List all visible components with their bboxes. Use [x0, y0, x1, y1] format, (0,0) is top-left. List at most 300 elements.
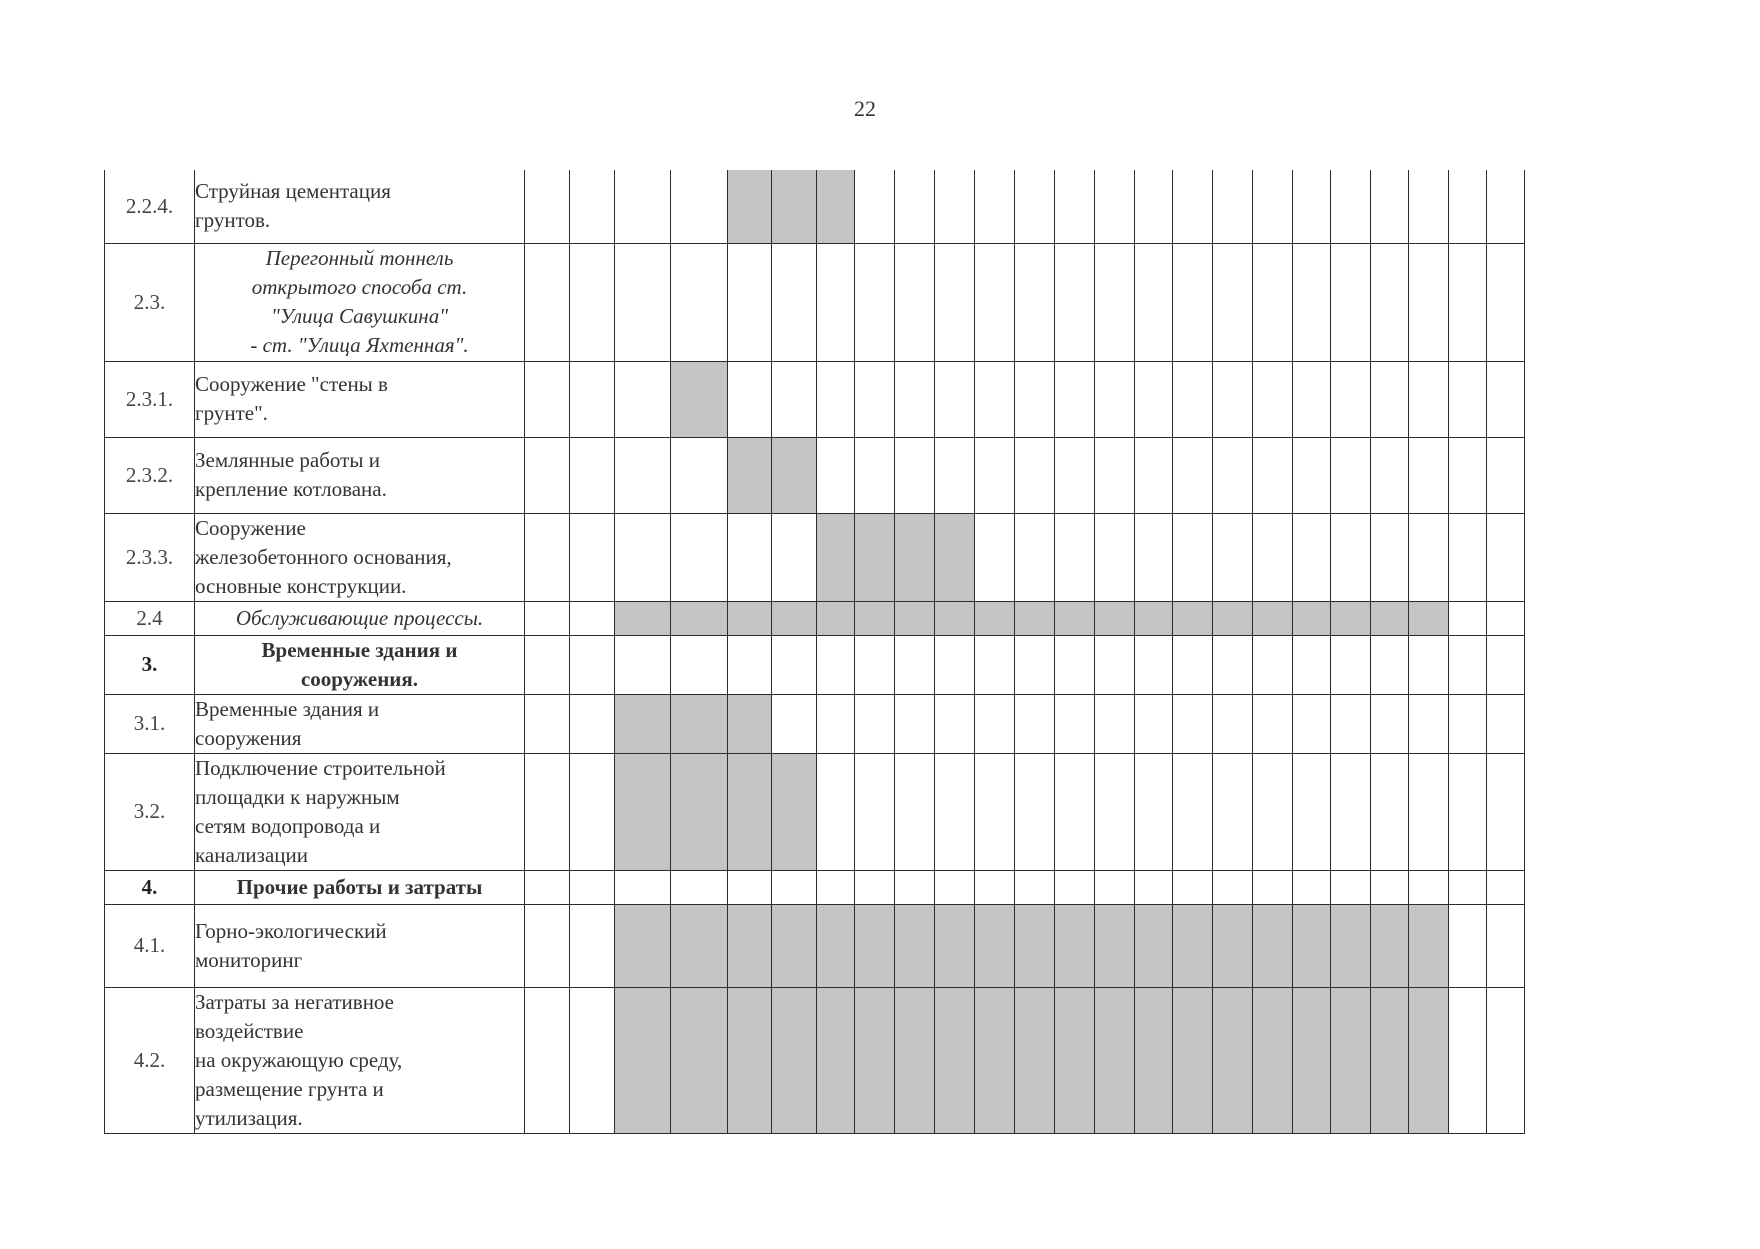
period-cell [1449, 870, 1487, 904]
work-item-line: Обслуживающие процессы. [235, 605, 484, 630]
period-cell-active [1371, 601, 1409, 635]
period-cell-active [1371, 987, 1409, 1133]
period-cell [1331, 437, 1371, 513]
period-cell [772, 513, 817, 601]
work-item-line: Сооружение [195, 515, 306, 540]
period-cell [1487, 601, 1525, 635]
period-cell [895, 753, 935, 870]
period-cell [1487, 170, 1525, 243]
period-cell [615, 437, 671, 513]
period-cell [1293, 870, 1331, 904]
period-cell-active [1331, 904, 1371, 987]
period-cell [1293, 437, 1331, 513]
period-cell-active [671, 694, 728, 753]
period-cell [975, 437, 1015, 513]
period-cell [1449, 243, 1487, 361]
period-cell [772, 635, 817, 694]
period-cell-active [1253, 601, 1293, 635]
period-cell [1135, 170, 1173, 243]
period-cell [1135, 635, 1173, 694]
period-cell [1095, 694, 1135, 753]
period-cell [1135, 513, 1173, 601]
work-item-name [195, 513, 525, 601]
period-cell-active [817, 513, 855, 601]
schedule-row [105, 170, 1525, 243]
period-cell [1487, 361, 1525, 437]
period-cell-active [671, 753, 728, 870]
period-cell [975, 170, 1015, 243]
period-cell-active [1055, 904, 1095, 987]
work-item-name [195, 243, 525, 361]
period-cell [525, 601, 570, 635]
period-cell [525, 635, 570, 694]
period-cell-active [817, 601, 855, 635]
period-cell-active [671, 361, 728, 437]
work-item-line: сооружения [195, 725, 302, 750]
period-cell-active [1095, 601, 1135, 635]
period-cell [1371, 361, 1409, 437]
period-cell-active [615, 694, 671, 753]
period-cell [1487, 437, 1525, 513]
period-cell-active [1409, 987, 1449, 1133]
period-cell [615, 635, 671, 694]
period-cell [1015, 694, 1055, 753]
row-number: 2.4 [105, 601, 195, 635]
schedule-row [105, 635, 1525, 694]
period-cell [1015, 170, 1055, 243]
period-cell [1331, 694, 1371, 753]
work-item-line: Струйная цементация [195, 179, 391, 204]
period-cell [1055, 635, 1095, 694]
period-cell [1331, 361, 1371, 437]
work-item-line: утилизация. [195, 1105, 303, 1130]
period-cell [1135, 361, 1173, 437]
period-cell-active [935, 904, 975, 987]
period-cell [1331, 170, 1371, 243]
period-cell [1409, 170, 1449, 243]
period-cell [1015, 361, 1055, 437]
period-cell [1293, 513, 1331, 601]
period-cell-active [975, 601, 1015, 635]
period-cell [1293, 361, 1331, 437]
period-cell [1487, 513, 1525, 601]
period-cell [1253, 243, 1293, 361]
period-cell-active [1409, 904, 1449, 987]
schedule-row [105, 513, 1525, 601]
period-cell [1055, 437, 1095, 513]
period-cell-active [1173, 904, 1213, 987]
gantt-schedule-table [104, 170, 1525, 1134]
period-cell [1331, 870, 1371, 904]
period-cell [615, 513, 671, 601]
period-cell [1253, 694, 1293, 753]
period-cell [1371, 635, 1409, 694]
schedule-row [105, 361, 1525, 437]
period-cell [1409, 361, 1449, 437]
period-cell [1371, 753, 1409, 870]
period-cell [817, 694, 855, 753]
period-cell [1371, 694, 1409, 753]
period-cell [570, 513, 615, 601]
period-cell-active [895, 987, 935, 1133]
period-cell-active [1213, 601, 1253, 635]
period-cell-active [615, 601, 671, 635]
row-number: 4.2. [105, 987, 195, 1133]
period-cell [935, 437, 975, 513]
period-cell [895, 243, 935, 361]
period-cell [1135, 870, 1173, 904]
period-cell [817, 635, 855, 694]
schedule-row [105, 601, 1525, 635]
period-cell [1135, 753, 1173, 870]
period-cell [895, 694, 935, 753]
work-item-name [195, 601, 525, 635]
period-cell [525, 870, 570, 904]
period-cell [1095, 243, 1135, 361]
period-cell [1095, 635, 1135, 694]
period-cell [855, 694, 895, 753]
period-cell [570, 437, 615, 513]
period-cell-active [728, 694, 772, 753]
period-cell [1449, 904, 1487, 987]
period-cell-active [1371, 904, 1409, 987]
work-item-line: грунте". [195, 401, 268, 425]
period-cell-active [615, 904, 671, 987]
period-cell [615, 243, 671, 361]
period-cell-active [615, 753, 671, 870]
period-cell-active [1331, 987, 1371, 1133]
period-cell [671, 437, 728, 513]
period-cell [855, 437, 895, 513]
work-item-line: "Улица Савушкина" [270, 304, 449, 328]
work-item-line: Перегонный тоннель [265, 246, 454, 270]
period-cell [1487, 635, 1525, 694]
period-cell [570, 635, 615, 694]
period-cell [1055, 694, 1095, 753]
period-cell [772, 870, 817, 904]
period-cell [1173, 870, 1213, 904]
row-number: 3.2. [105, 753, 195, 870]
row-number: 3. [105, 635, 195, 694]
period-cell [1253, 635, 1293, 694]
period-cell [1213, 753, 1253, 870]
period-cell-active [1293, 904, 1331, 987]
period-cell [817, 870, 855, 904]
period-cell-active [1055, 987, 1095, 1133]
period-cell [1213, 635, 1253, 694]
period-cell [817, 437, 855, 513]
period-cell [1331, 243, 1371, 361]
period-cell-active [1173, 601, 1213, 635]
period-cell [1213, 513, 1253, 601]
period-cell-active [1095, 904, 1135, 987]
period-cell [1487, 753, 1525, 870]
period-cell [570, 753, 615, 870]
period-cell [772, 694, 817, 753]
period-cell [1409, 437, 1449, 513]
period-cell-active [728, 170, 772, 243]
period-cell [1371, 243, 1409, 361]
period-cell [772, 361, 817, 437]
period-cell [1213, 361, 1253, 437]
period-cell [570, 987, 615, 1133]
period-cell [1293, 753, 1331, 870]
period-cell [1449, 170, 1487, 243]
row-number: 2.3. [105, 243, 195, 361]
period-cell [1213, 170, 1253, 243]
period-cell [1173, 513, 1213, 601]
work-item-name [195, 753, 525, 870]
period-cell [1487, 870, 1525, 904]
period-cell-active [895, 904, 935, 987]
period-cell-active [728, 987, 772, 1133]
period-cell-active [975, 987, 1015, 1133]
period-cell [1449, 987, 1487, 1133]
work-item-name [195, 170, 525, 243]
period-cell [1213, 694, 1253, 753]
work-item-line: сетям водопровода и [195, 813, 381, 838]
period-cell [570, 870, 615, 904]
period-cell [1293, 243, 1331, 361]
period-cell-active [1015, 601, 1055, 635]
period-cell [1015, 437, 1055, 513]
period-cell [1055, 170, 1095, 243]
period-cell-active [728, 904, 772, 987]
period-cell [1371, 170, 1409, 243]
period-cell [525, 437, 570, 513]
schedule-row [105, 753, 1525, 870]
schedule-row [105, 694, 1525, 753]
period-cell [1055, 753, 1095, 870]
period-cell-active [671, 987, 728, 1133]
period-cell [855, 361, 895, 437]
period-cell [1015, 870, 1055, 904]
period-cell [1409, 753, 1449, 870]
period-cell [570, 601, 615, 635]
work-item-line: площадки к наружным [195, 784, 400, 809]
period-cell-active [855, 987, 895, 1133]
period-cell-active [817, 904, 855, 987]
period-cell [855, 635, 895, 694]
period-cell [728, 635, 772, 694]
period-cell [525, 243, 570, 361]
period-cell [1487, 904, 1525, 987]
period-cell [1213, 437, 1253, 513]
period-cell [1409, 694, 1449, 753]
period-cell [975, 870, 1015, 904]
period-cell [975, 243, 1015, 361]
period-cell [895, 437, 935, 513]
period-cell [1371, 870, 1409, 904]
work-item-name [195, 635, 525, 694]
period-cell-active [855, 513, 895, 601]
period-cell [1293, 170, 1331, 243]
work-item-name [195, 361, 525, 437]
work-item-line: Горно-экологический [195, 918, 387, 943]
period-cell-active [1015, 904, 1055, 987]
period-cell-active [855, 601, 895, 635]
schedule-row [105, 987, 1525, 1133]
period-cell-active [772, 437, 817, 513]
work-item-name [195, 694, 525, 753]
period-cell-active [772, 601, 817, 635]
period-cell [615, 361, 671, 437]
period-cell-active [1135, 987, 1173, 1133]
work-item-line: Затраты за негативное [195, 989, 395, 1014]
period-cell [935, 635, 975, 694]
period-cell [1331, 635, 1371, 694]
period-cell [1253, 170, 1293, 243]
period-cell [817, 361, 855, 437]
period-cell [671, 635, 728, 694]
period-cell [1135, 437, 1173, 513]
period-cell-active [728, 601, 772, 635]
period-cell-active [1213, 904, 1253, 987]
period-cell [1213, 870, 1253, 904]
period-cell-active [1293, 601, 1331, 635]
schedule-row [105, 904, 1525, 987]
period-cell [817, 753, 855, 870]
work-item-name [195, 437, 525, 513]
work-item-line: Временные здания и [195, 696, 380, 721]
work-item-line: основные конструкции. [195, 573, 407, 598]
period-cell [1487, 243, 1525, 361]
period-cell-active [772, 987, 817, 1133]
period-cell [1173, 243, 1213, 361]
period-cell [975, 361, 1015, 437]
period-cell-active [935, 987, 975, 1133]
period-cell [1253, 437, 1293, 513]
period-cell [772, 243, 817, 361]
period-cell-active [772, 170, 817, 243]
period-cell-active [615, 987, 671, 1133]
period-cell [1173, 361, 1213, 437]
period-cell [728, 243, 772, 361]
period-cell-active [671, 601, 728, 635]
period-cell [895, 170, 935, 243]
period-cell-active [671, 904, 728, 987]
period-cell [1487, 694, 1525, 753]
row-number: 2.3.3. [105, 513, 195, 601]
period-cell [1293, 694, 1331, 753]
period-cell [975, 753, 1015, 870]
work-item-line: грунтов. [195, 208, 271, 233]
work-item-line: мониторинг [195, 947, 303, 972]
period-cell [935, 361, 975, 437]
work-item-line: размещение грунта и [195, 1076, 384, 1101]
period-cell [935, 694, 975, 753]
period-cell [1331, 513, 1371, 601]
work-item-line: Временные здания и [261, 637, 458, 662]
work-item-name [195, 870, 525, 904]
period-cell [1173, 753, 1213, 870]
period-cell [525, 170, 570, 243]
period-cell [728, 870, 772, 904]
period-cell-active [975, 904, 1015, 987]
period-cell [1095, 361, 1135, 437]
work-item-line: Прочие работы и затраты [236, 874, 483, 899]
period-cell [935, 170, 975, 243]
period-cell [855, 243, 895, 361]
period-cell [1371, 513, 1409, 601]
period-cell [615, 170, 671, 243]
period-cell [671, 513, 728, 601]
period-cell [855, 870, 895, 904]
period-cell-active [1331, 601, 1371, 635]
period-cell [895, 361, 935, 437]
period-cell [1409, 243, 1449, 361]
period-cell [1371, 437, 1409, 513]
period-cell [1449, 635, 1487, 694]
work-item-line: Сооружение "стены в [195, 372, 388, 396]
work-item-line: воздействие [195, 1018, 304, 1043]
period-cell-active [772, 753, 817, 870]
period-cell [1449, 361, 1487, 437]
period-cell [1015, 513, 1055, 601]
period-cell [1331, 753, 1371, 870]
period-cell-active [1293, 987, 1331, 1133]
period-cell-active [1135, 904, 1173, 987]
period-cell [855, 170, 895, 243]
period-cell [1095, 870, 1135, 904]
period-cell [570, 243, 615, 361]
period-cell [1055, 870, 1095, 904]
row-number: 2.2.4. [105, 170, 195, 243]
period-cell-active [1095, 987, 1135, 1133]
period-cell [1015, 243, 1055, 361]
period-cell [1449, 437, 1487, 513]
period-cell-active [895, 513, 935, 601]
period-cell-active [817, 987, 855, 1133]
period-cell [615, 870, 671, 904]
row-number: 2.3.1. [105, 361, 195, 437]
period-cell [1055, 243, 1095, 361]
period-cell [1253, 753, 1293, 870]
work-item-line: - ст. "Улица Яхтенная". [250, 333, 469, 357]
schedule-row [105, 437, 1525, 513]
period-cell [1015, 753, 1055, 870]
schedule-row [105, 243, 1525, 361]
work-item-line: Землянные работы и [195, 448, 380, 472]
period-cell-active [772, 904, 817, 987]
period-cell [1409, 870, 1449, 904]
period-cell [525, 753, 570, 870]
period-cell [935, 870, 975, 904]
period-cell [855, 753, 895, 870]
period-cell [1173, 635, 1213, 694]
period-cell [525, 987, 570, 1133]
period-cell [671, 243, 728, 361]
period-cell [1449, 694, 1487, 753]
period-cell [1095, 513, 1135, 601]
period-cell [1449, 753, 1487, 870]
period-cell [1173, 437, 1213, 513]
period-cell [728, 361, 772, 437]
work-item-line: Подключение строительной [195, 755, 446, 780]
period-cell [1293, 635, 1331, 694]
period-cell [671, 870, 728, 904]
period-cell [1487, 987, 1525, 1133]
row-number: 2.3.2. [105, 437, 195, 513]
period-cell-active [1253, 987, 1293, 1133]
period-cell [1213, 243, 1253, 361]
period-cell-active [935, 601, 975, 635]
period-cell-active [1409, 601, 1449, 635]
schedule-row [105, 870, 1525, 904]
period-cell-active [1055, 601, 1095, 635]
period-cell-active [1253, 904, 1293, 987]
period-cell [935, 243, 975, 361]
